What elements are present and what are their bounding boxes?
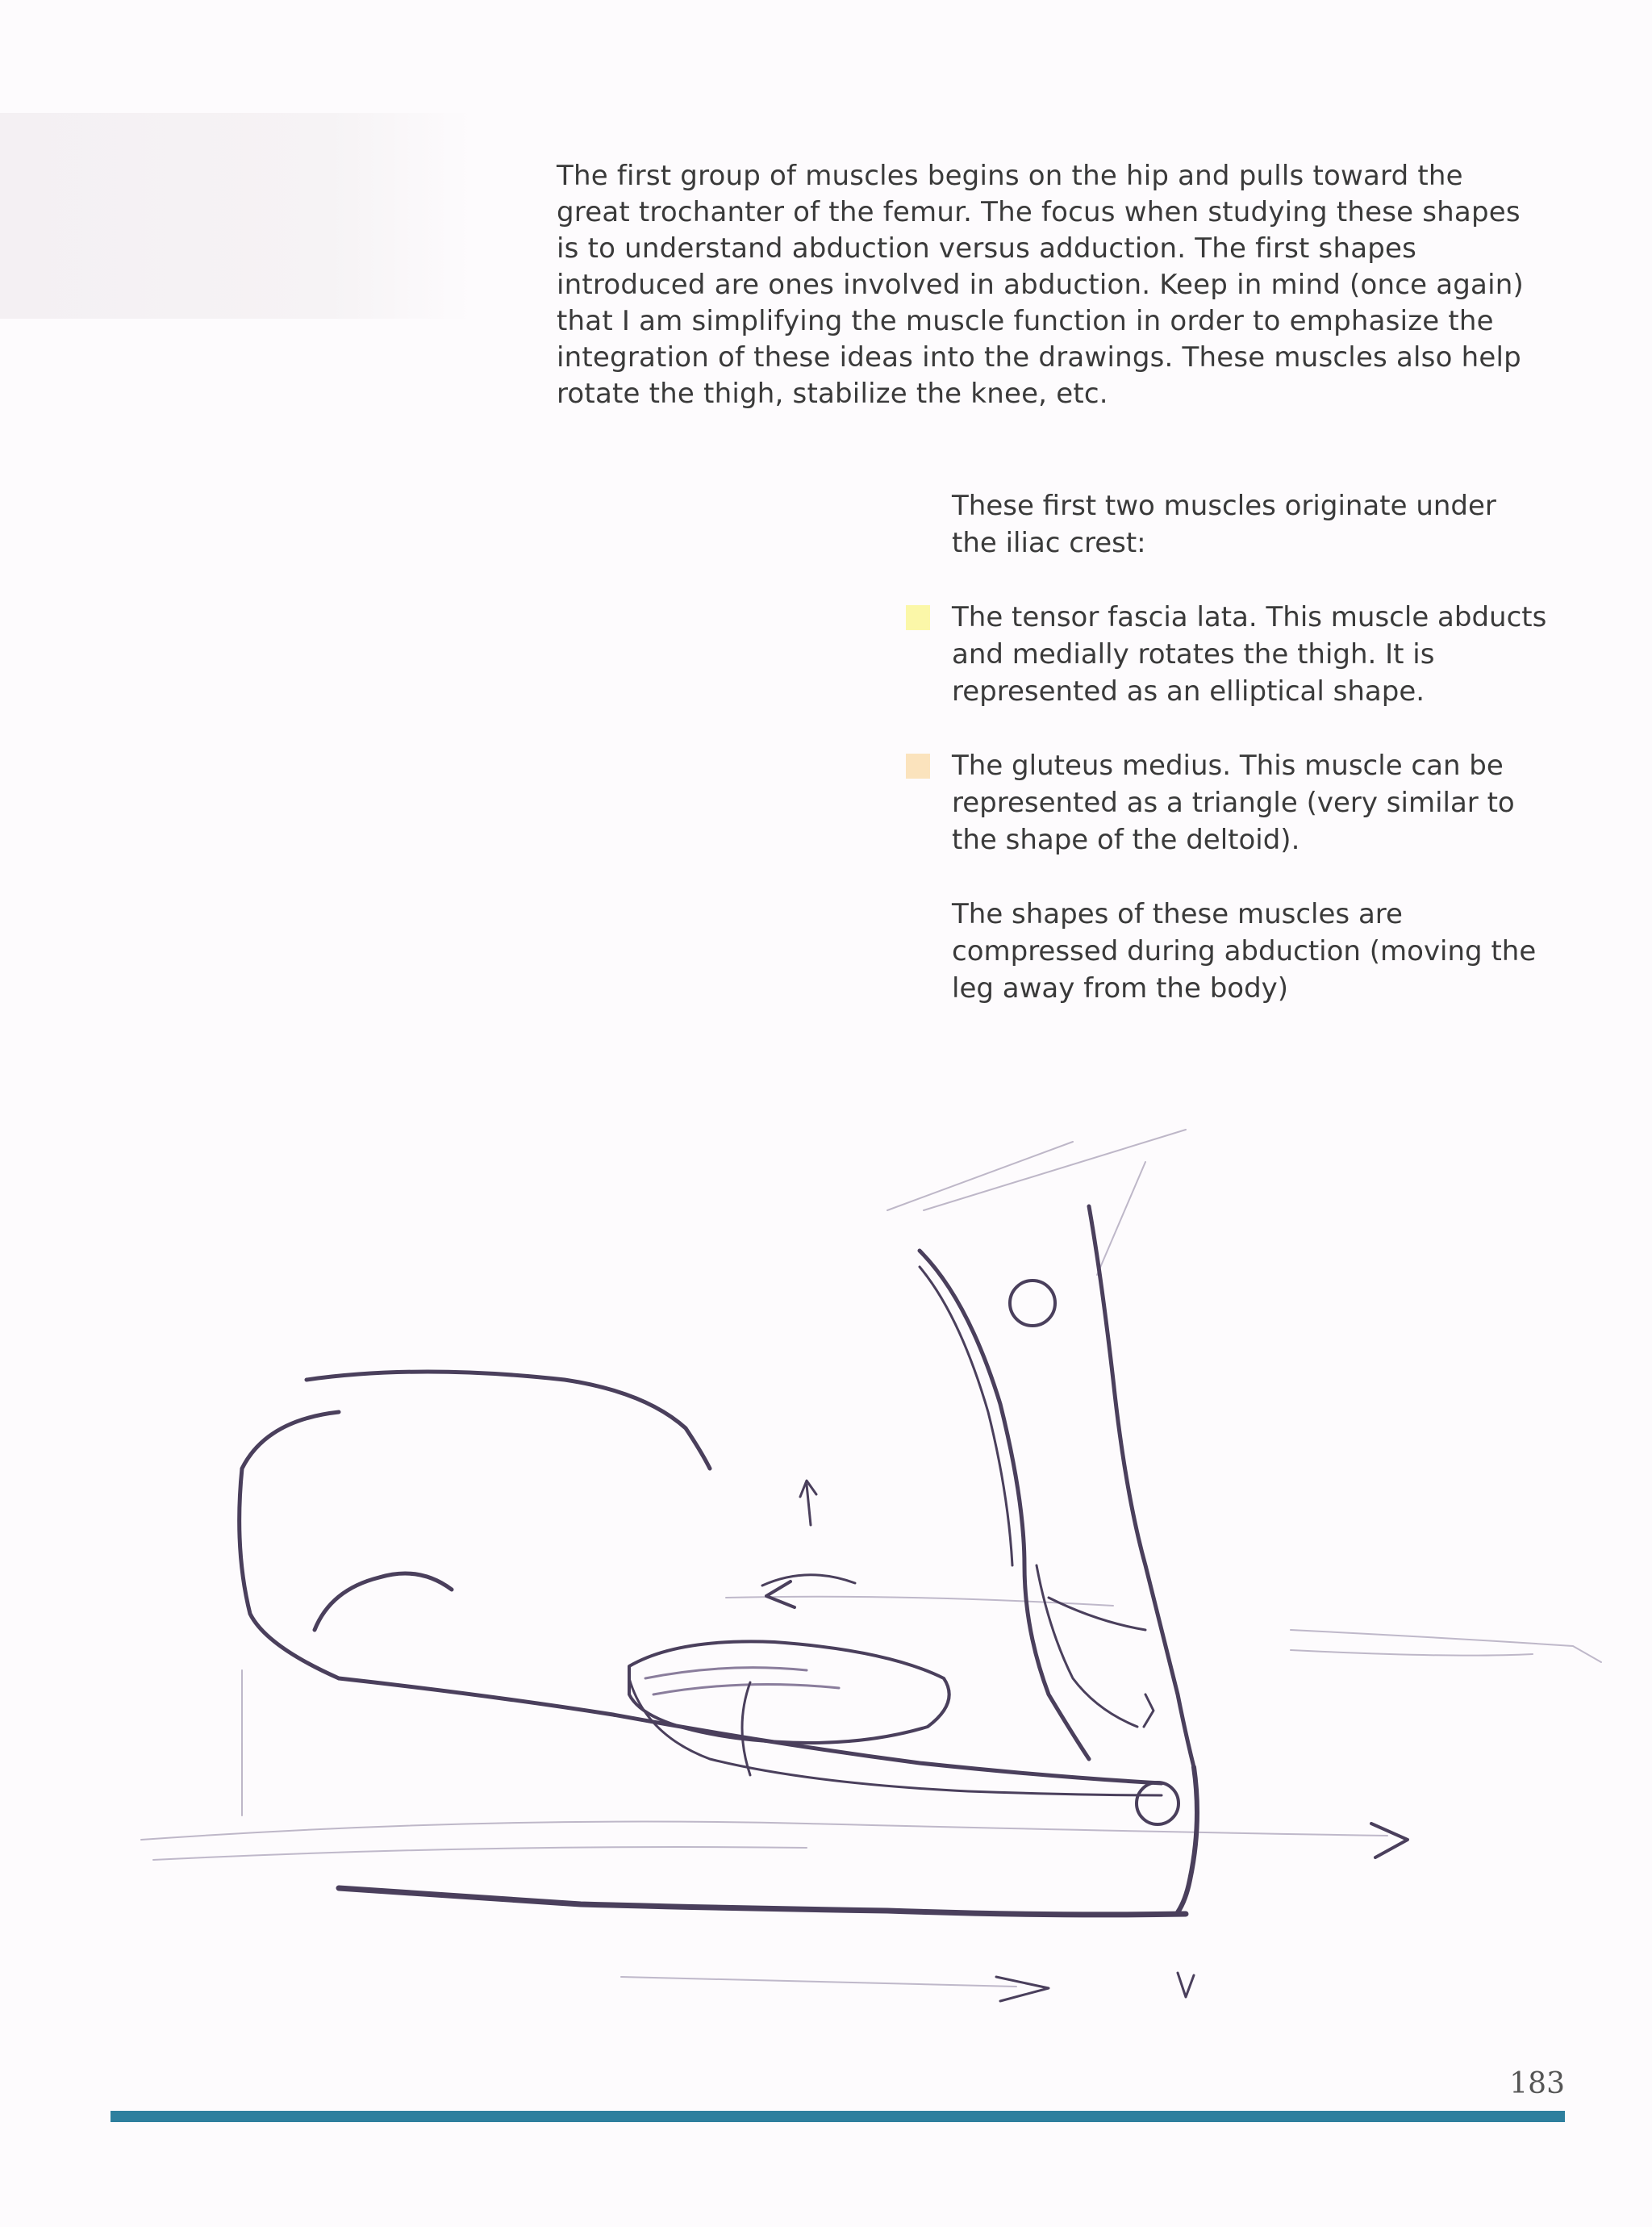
muscle-item-text: The tensor fascia lata. This muscle abducts and medially rotates the thigh. It is represented as an elliptical shape. xyxy=(952,601,1547,708)
yellow-color-swatch-icon xyxy=(906,605,930,630)
page-number: 183 xyxy=(1509,2067,1565,2100)
side-lead-text: These first two muscles originate under the iliac crest: xyxy=(952,490,1496,559)
intro-paragraph: The first group of muscles begins on the hip and pulls toward the great trochanter of the femur. The focus when studying these shapes is to understand abduction versus adduction. The first shapes introduced are ones involved in abduction. Keep in mind (once again) that I am simplifying the muscle function in order to emphasize the integration of these ideas into the drawings. These muscles also help rotate the thigh, stabilize the knee, etc. xyxy=(557,160,1524,410)
muscle-item-gluteus-medius xyxy=(952,747,1549,859)
footer-rule xyxy=(111,2111,1565,2122)
peach-color-swatch-icon xyxy=(906,754,930,779)
closing-note: The shapes of these muscles are compressed during abduction (moving the leg away from the body) xyxy=(952,898,1537,1005)
muscle-notes-column xyxy=(952,487,1549,1007)
leg-abduction-sketch xyxy=(0,1114,1652,2033)
muscle-item-tensor-fascia-lata xyxy=(952,599,1549,710)
scan-smudge xyxy=(0,113,472,319)
muscle-item-text: The gluteus medius. This muscle can be represented as a triangle (very similar to the shape of the deltoid). xyxy=(952,750,1515,856)
